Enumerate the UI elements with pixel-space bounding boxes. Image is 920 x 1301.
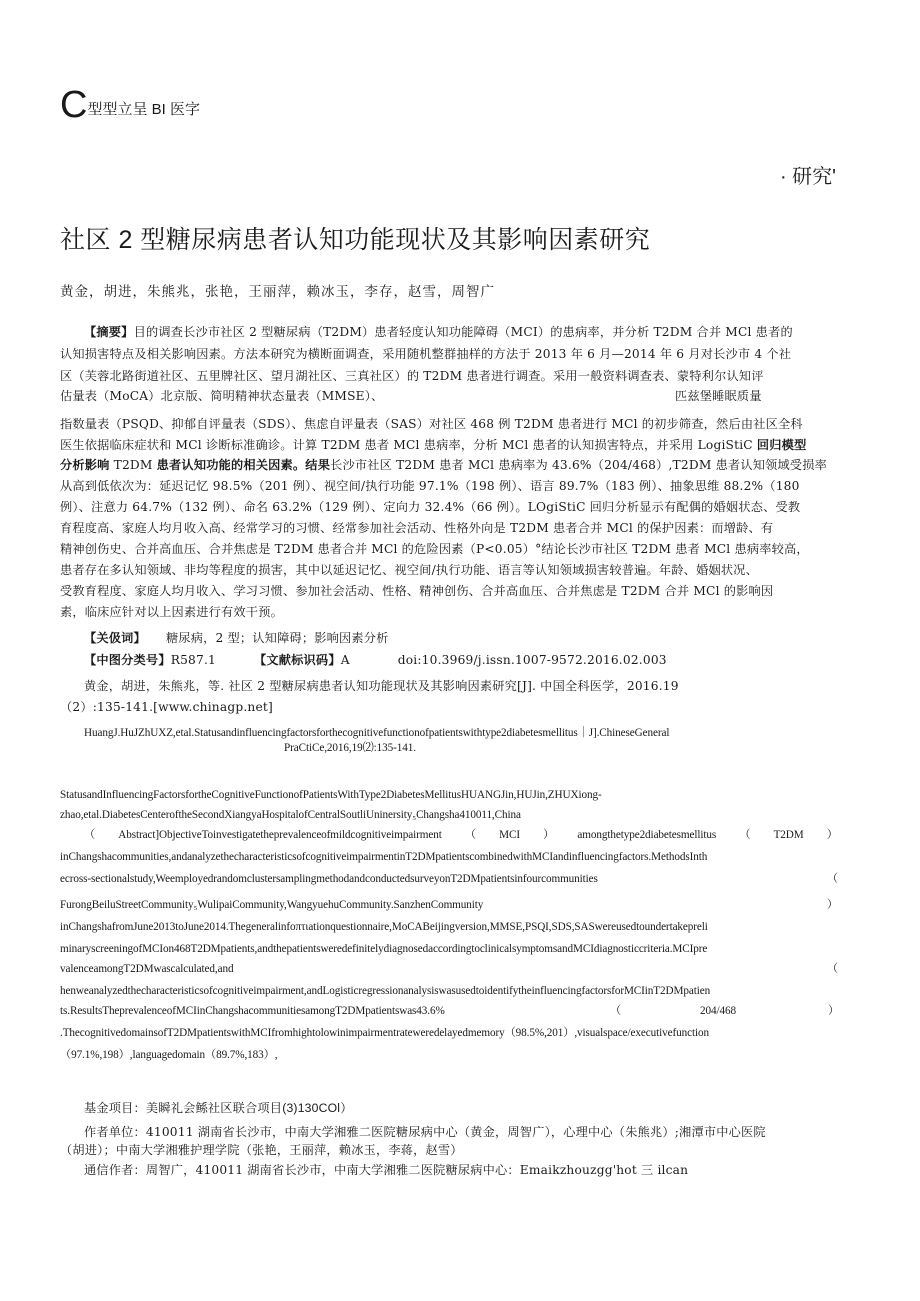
english-abstract-line-7 <box>60 958 838 980</box>
en-token: （ <box>826 873 838 885</box>
citation-en-line-2: PraCtiCe,2016,19⑵:135-141. <box>284 742 416 754</box>
abstract-label: 【摘要】 <box>84 325 134 339</box>
author-unit-line-2: （胡进）；中南大学湘雅护理学院（张艳，王丽萍，赖冰玉，李蒋，赵雪） <box>60 1143 463 1157</box>
en-token: ） <box>828 1005 840 1017</box>
abstract-text: 长沙市社区 T2DM 患者 MCl 患病率为 43.6%（204/468）,T2DM 患者认知领域受损率 <box>330 458 828 472</box>
en-token: ） <box>543 829 555 841</box>
doi: doi:10.3969/j.issn.1007-9572.2016.02.003 <box>397 653 667 667</box>
citation-cn-line-2: （2）:135-141.[www.chinagp.net] <box>60 700 273 714</box>
en-token: 204/468 <box>700 1005 736 1017</box>
abstract-text: 估量表（MoCA）北京版、简明精神状态量表（MMSE）、 <box>60 389 384 403</box>
en-token: MCI <box>499 829 520 841</box>
english-title-line-1: StatusandInfluencingFactorsfortheCognitiveFunctionofPatientsWithType2DiabetesMellitusHUANGJin,HUJin,ZHUXiong- <box>60 789 602 801</box>
en-token: （ <box>610 1005 622 1017</box>
en-token: （ <box>739 829 751 841</box>
abstract-bold-text: 患者认知功能的相关因素。结果 <box>156 458 331 472</box>
english-abstract-line-3 <box>60 868 838 890</box>
abstract-line-12: 患者存在多认知领域、非均等程度的损害，其中以延迟记忆、视空间/执行功能、语言等认知领域损害较普遍。年龄、婚姻状况、 <box>60 563 759 577</box>
author-unit-line-1: 作者单位：410011 湖南省长沙市，中南大学湘雅二医院糖尿病中心（黄金，周智广），心理中心（朱熊兆）;湘潭市中心医院 <box>84 1125 766 1139</box>
author-list: 黄金，胡进，朱熊兆，张艳，王丽萍，赖冰玉，李存，赵雪，周智广 <box>60 284 495 300</box>
en-token: ecross-sectionalstudy,WeemployedrandomclustersamplingmethodandconductedsurveyonT2DMpatientsinfourcommunities <box>60 873 598 885</box>
abstract-line-10: 育程度高、家庭人均月收入高、经常学习的习惯、经常参加社会活动、性格外向是 T2DM 患者合并 MCl 的保护因素：而增龄、有 <box>60 521 774 535</box>
english-abstract-line-1 <box>84 824 838 846</box>
classification-line <box>84 650 667 671</box>
english-abstract-line-6: minaryscreeningofMCIon468T2DMpatients,andthepatientsweredefinitelydiagnosedaccordingtoclinicalsymptomsandMCIdiagnosticcriteria.MCIpre <box>60 943 708 955</box>
abstract-text: 匹兹堡睡眠质量 <box>675 389 762 403</box>
english-abstract-line-10: .ThecognitivedomainsofT2DMpatientswithMCIfromhightolowinimpairmentrateweredelayedmemory（98.5%,201）,visualspace/executivefunction <box>60 1027 709 1039</box>
en-token: amongthetype2diabetesmellitus <box>577 829 717 841</box>
english-abstract-line-4 <box>60 894 838 916</box>
abstract-text: 医生依据临床症状和 MCl 诊断标准确诊。计算 T2DM 患者 MCl 患病率，分析 MCl 患者的认知损害特点，并采用 LogiStiC <box>60 438 757 452</box>
en-token: （ <box>826 963 838 975</box>
clc-value: R587.1 <box>170 653 216 667</box>
en-token: Abstract]ObjectiveToinvestigatetheprevalenceofmildcognitiveimpairment <box>118 829 442 841</box>
en-token: ） <box>826 829 838 841</box>
en-token: T2DM <box>773 829 804 841</box>
article-title: 社区 2 型糖尿病患者认知功能现状及其影响因素研究 <box>60 226 651 254</box>
english-abstract-line-11: （97.1%,198）,languagedomain（89.7%,183）, <box>60 1049 278 1061</box>
journal-logo-letter: C <box>60 84 86 126</box>
clc-label: 【中图分类号】 <box>84 653 171 667</box>
journal-name: 型型立呈 BI 医字 <box>87 101 200 118</box>
abstract-line-11: 精神创伤史、合并高血压、合并焦虑是 T2DM 患者合并 MCl 的危险因素（P<0.05）°结论长沙市社区 T2DM 患者 MCl 患病率较高， <box>60 542 809 556</box>
en-token: （ <box>464 829 476 841</box>
abstract-line-14: 素，临床应针对以上因素进行有效干预。 <box>60 605 283 619</box>
abstract-line-9: 例）、注意力 64.7%（132 例）、命名 63.2%（129 例）、定向力 32.4%（66 例）。LOgiStiC 回归分析显示有配偶的婚姻状态、受教 <box>60 500 801 514</box>
abstract-bold-text: 回归模型 <box>756 438 807 452</box>
abstract-text: 目的调查长沙市社区 2 型糖尿病（T2DM）患者轻度认知功能障碍（MCI）的患病率，并分析 T2DM 合并 MCl 患者的 <box>133 325 793 339</box>
abstract-line-2: 认知损害特点及相关影响因素。方法本研究为横断面调查，采用随机整群抽样的方法于 2013 年 6 月—2014 年 6 月对长沙市 4 个社 <box>60 347 792 361</box>
abstract-line-13: 受教育程度、家庭人均月收入、学习习惯、参加社会活动、性格、精神创伤、合并高血压、合并焦虑是 T2DM 合并 MCl 的影响因 <box>60 584 774 598</box>
keywords <box>84 628 389 649</box>
en-token: FurongBeiluStreetCommunity₅WulipaiCommunity,WangyuehuCommunity.SanzhenCommunity <box>60 899 484 911</box>
abstract-line-3: 区（芙蓉北路街道社区、五里牌社区、望月湖社区、三真社区）的 T2DM 患者进行调查。采用一般资料调查表、蒙特利尔认知评 <box>60 369 764 383</box>
citation-en-line-1: HuangJ.HuJZhUXZ,etal.Statusandinfluencingfactorsforthecognitivefunctionofpatientswithtype2diabetesmellitus｜J].ChineseGeneral <box>84 727 670 739</box>
abstract-line-5: 指数量表（PSQD、抑郁自评量表（SDS）、焦虑自评量表（SAS）对社区 468 例 T2DM 患者进行 MCl 的初步筛查，然后由社区全科 <box>60 417 803 431</box>
en-token: （ <box>84 829 96 841</box>
fund-note: 基金项目：美瞬礼会鲧社区联合项目(3)130COl） <box>84 1101 353 1115</box>
english-abstract-line-9 <box>60 1000 840 1022</box>
section-label: · 研究' <box>779 166 836 188</box>
abstract-line-8: 从高到低依次为：延迟记忆 98.5%（201 例）、视空间/执行功能 97.1%（198 例）、语言 89.7%（183 例）、抽象思维 88.2%（180 <box>60 479 800 493</box>
en-token: valenceamongT2DMwascalculated,and <box>60 963 234 975</box>
doc-code-label: 【文献标识码】 <box>254 653 341 667</box>
journal-header <box>60 84 200 126</box>
abstract-line-6 <box>60 435 806 456</box>
english-abstract-line-2: inChangshacommunities,andanalyzethecharacteristicsofcognitiveimpairmentinT2DMpatientscombinedwithMCIandinfluencingfactors.MethodsInth <box>60 851 708 863</box>
abstract-bold-text: 分析影响 <box>60 458 110 472</box>
abstract-line-4 <box>60 386 762 407</box>
keywords-label: 【关伋词】 <box>84 631 146 645</box>
en-token: ts.ResultsTheprevalenceofMCIinChangshacommunitiesamongT2DMpatientswas43.6% <box>60 1005 445 1017</box>
english-abstract-line-8: henweanalyzedthecharacteristicsofcognitiveimpairment,andLogisticregressionanalysiswasusedtoidentifytheinfluencingfactorsforMCIinT2DMpatien <box>60 985 711 997</box>
en-token: ） <box>826 899 838 911</box>
english-title-line-2: zhao,etal.DiabetesCenteroftheSecondXiangyaHospitalofCentralSoutliUninersity₅Changsha410011,China <box>60 809 521 821</box>
corresponding-author: 通信作者：周智广，410011 湖南省长沙市，中南大学湘雅二医院糖尿病中心：Emaikzhouzgg'hot 三 ilcan <box>84 1163 689 1177</box>
abstract-line-7 <box>60 455 827 476</box>
keywords-text: 糖尿病，2 型；认知障碍；影响因素分析 <box>165 631 389 645</box>
abstract-text: T2DM <box>109 458 157 472</box>
doc-code-value: A <box>340 653 350 667</box>
english-abstract-line-5: inChangshafromJune2013toJune2014.Thegeneralinfoπτιationquestionnaire,MoCABeijingversion,MMSE,PSQI,SDS,SASwereusedtoundertakepreli <box>60 921 708 933</box>
abstract-line-1 <box>84 322 793 343</box>
citation-cn-line-1: 黄金，胡进，朱熊兆，等. 社区 2 型糖尿病患者认知功能现状及其影响因素研究[J]. 中国全科医学，2016.19 <box>84 679 679 693</box>
